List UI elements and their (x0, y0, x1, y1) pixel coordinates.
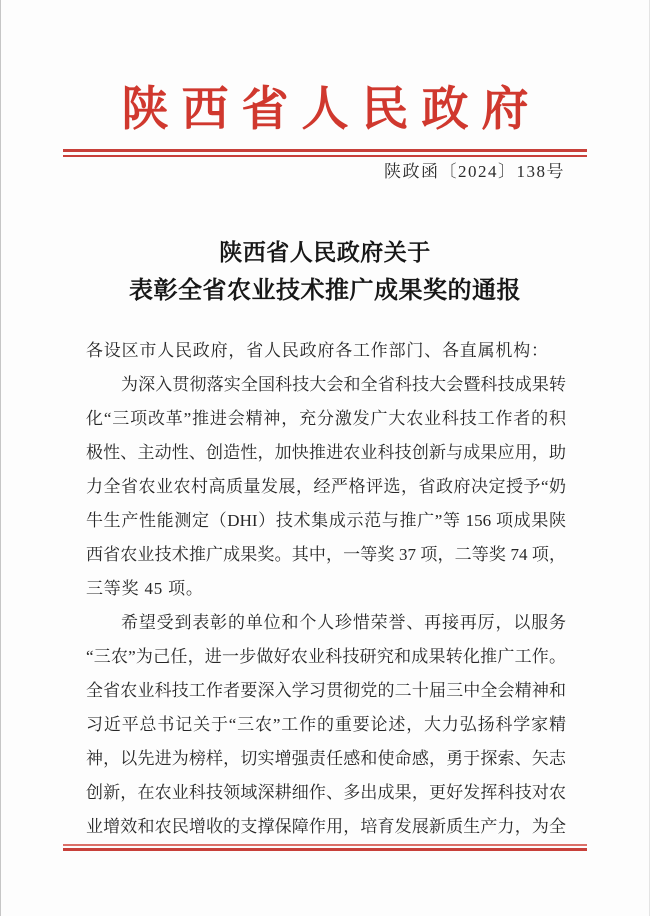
letterhead-title: 陕西省人民政府 (121, 84, 542, 136)
body-text-line: 西省农业技术推广成果奖。其中，一等奖 37 项，二等奖 74 项， (86, 545, 566, 564)
body-text-line: 创新，在农业科技领域深耕细作、多出成果，更好发挥科技对农 (86, 783, 566, 802)
body-text-line: 化“三项改革”推进会精神，充分激发广大农业科技工作者的积 (86, 409, 566, 428)
notice-title-line2: 表彰全省农业技术推广成果奖的通报 (129, 278, 521, 304)
body-text-line: 习近平总书记关于“三农”工作的重要论述，大力弘扬科学家精 (86, 715, 566, 734)
header-divider-line (63, 149, 587, 157)
body-text-line: 神，以先进为榜样，切实增强责任感和使命感，勇于探索、矢志 (86, 749, 566, 768)
body-text-line: 牛生产性能测定（DHI）技术集成示范与推广”等 156 项成果陕 (86, 511, 566, 530)
body-text-line: 希望受到表彰的单位和个人珍惜荣誉、再接再厉，以服务 (121, 613, 566, 632)
body-text-line: “三农”为己任，进一步做好农业科技研究和成果转化推广工作。 (86, 647, 566, 666)
body-text-line: 三等奖 45 项。 (86, 579, 204, 598)
body-text-line: 力全省农业农村高质量发展，经严格评选，省政府决定授予“奶 (86, 477, 566, 496)
notice-body (86, 334, 566, 844)
document-number: 陕政函〔2024〕138号 (384, 162, 565, 181)
footer-divider-line (63, 844, 587, 851)
notice-title-line1: 陕西省人民政府关于 (219, 240, 431, 265)
body-text-line: 业增效和农民增收的支撑保障作用，培育发展新质生产力，为全 (86, 817, 566, 836)
body-text-line: 极性、主动性、创造性，加快推进农业科技创新与成果应用，助 (86, 443, 566, 462)
body-text-line: 为深入贯彻落实全国科技大会和全省科技大会暨科技成果转 (121, 375, 566, 394)
notice-title (1, 240, 649, 305)
body-text-line: 全省农业科技工作者要深入学习贯彻党的二十届三中全会精神和 (86, 681, 566, 700)
body-text-line: 各设区市人民政府，省人民政府各工作部门、各直属机构： (86, 341, 549, 360)
